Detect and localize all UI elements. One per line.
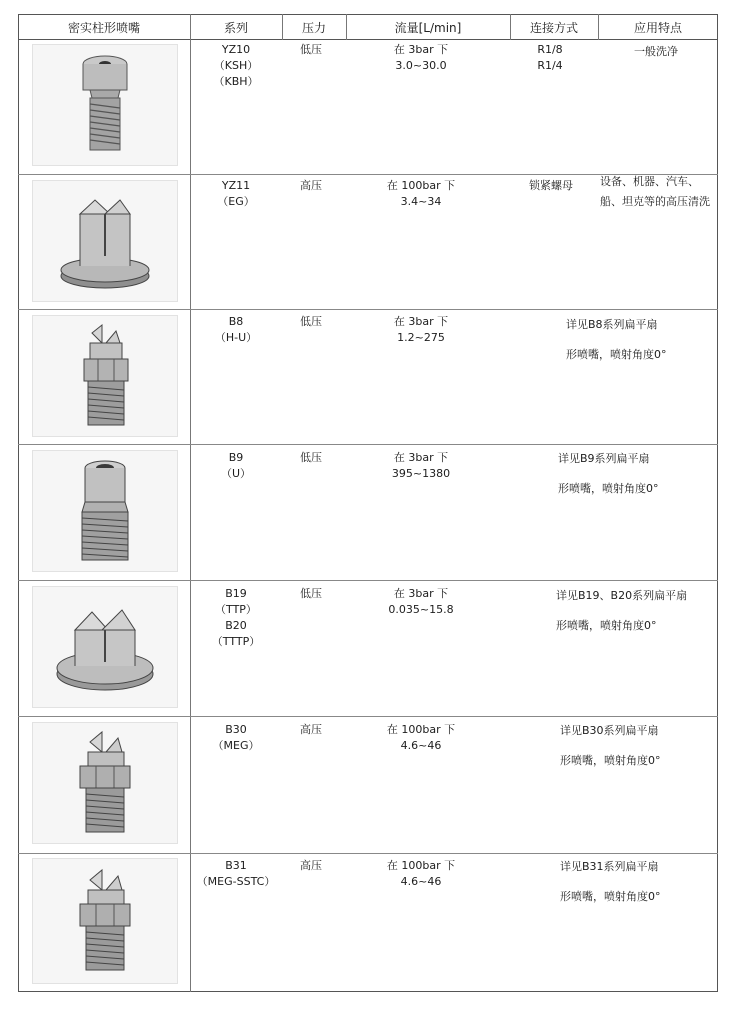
feature-text: 详见B8系列扁平扇 [566,318,658,331]
series-text: B9 [228,451,244,464]
feature-text: 形喷嘴，喷射角度0° [556,619,657,632]
series-text: （H-U） [214,331,258,344]
pressure-cell: 高压 [300,859,322,872]
series-text: （MEG-SSTC） [196,875,276,888]
series-text: YZ11 [221,179,251,192]
feature-cell [560,716,714,776]
series-cell [200,42,272,90]
series-text: （KBH） [213,75,259,88]
flow-text: 0.035~15.8 [388,603,454,616]
feature-text: 形喷嘴，喷射角度0° [566,348,667,361]
series-cell [200,450,272,482]
flow-cell [366,586,476,618]
flow-cell [366,450,476,482]
nozzle-image [32,586,178,708]
feature-text: 设备、机器、汽车、 [600,175,699,188]
series-cell [200,314,272,346]
connection-text: R1/4 [537,59,563,72]
feature-text: 形喷嘴，喷射角度0° [558,482,659,495]
series-cell [200,586,272,650]
connection-cell [520,178,582,194]
connection-cell [514,42,586,74]
header-connection: 连接方式 [529,20,578,35]
nozzle-image [32,180,178,302]
series-text: B20 [225,619,247,632]
flow-text: 4.6~46 [400,739,442,752]
flow-text: 在 100bar 下 [386,179,456,192]
feature-text: 船、坦克等的高压清洗 [600,195,710,208]
feature-text: 形喷嘴，喷射角度0° [560,754,661,767]
pressure-cell: 低压 [300,451,322,464]
flow-text: 在 3bar 下 [393,587,449,600]
hex-threaded-nozzle-icon [50,866,160,976]
flow-text: 在 100bar 下 [386,859,456,872]
pressure-cell: 低压 [300,315,322,328]
header-series: 系列 [223,20,248,35]
nozzle-image [32,315,178,437]
nozzle-image [32,44,178,166]
hex-slotted-nozzle-icon [50,321,160,431]
series-text: B30 [225,723,247,736]
col-divider [510,14,511,40]
feature-text: 详见B30系列扁平扇 [560,724,659,737]
feature-text: 详见B19、B20系列扁平扇 [556,589,688,602]
feature-text: 形喷嘴，喷射角度0° [560,890,661,903]
flow-text: 1.2~275 [397,331,445,344]
feature-text: 详见B9系列扁平扇 [558,452,650,465]
series-text: B31 [225,859,247,872]
nozzle-image [32,858,178,984]
series-text: （TTP） [215,603,257,616]
header-pressure: 压力 [301,20,326,35]
series-text: YZ10 [221,43,251,56]
flow-cell [366,314,476,346]
flanged-slotted-nozzle-icon [50,186,160,296]
feature-text: 详见B31系列扁平扇 [560,860,659,873]
header-product: 密实柱形喷嘴 [67,20,140,35]
series-text: （U） [220,467,252,480]
series-cell [200,178,272,210]
flow-cell [366,722,476,754]
flanged-tip-nozzle-icon [50,592,160,702]
series-text: （KSH） [213,59,259,72]
feature-cell [566,310,716,370]
pressure-cell: 低压 [300,43,322,56]
nozzle-image [32,450,178,572]
tall-slotted-nozzle-icon [50,456,160,566]
flow-text: 在 100bar 下 [386,723,456,736]
series-text: （EG） [217,195,255,208]
series-cell [200,722,272,754]
hex-threaded-nozzle-icon [50,728,160,838]
col-divider [190,14,191,992]
feature-cell [634,44,678,60]
flow-text: 3.0~30.0 [395,59,447,72]
flow-cell [366,858,476,890]
pressure-cell: 低压 [300,587,322,600]
header-feature: 应用特点 [633,20,682,35]
feature-text: 一般洗净 [634,45,678,58]
feature-cell [560,852,714,912]
series-text: （MEG） [212,739,260,752]
connection-text: R1/8 [537,43,563,56]
series-text: （TTTP） [211,635,261,648]
flow-text: 在 3bar 下 [393,451,449,464]
flow-cell [366,42,476,74]
pressure-cell: 高压 [300,179,322,192]
connection-text: 锁紧螺母 [529,179,573,192]
feature-cell [556,581,716,641]
pressure-cell: 高压 [300,723,322,736]
threaded-nozzle-icon [50,50,160,160]
flow-cell [366,178,476,210]
flow-text: 在 3bar 下 [393,43,449,56]
col-divider [598,14,599,40]
flow-text: 3.4~34 [400,195,442,208]
col-divider [282,14,283,40]
flow-text: 在 3bar 下 [393,315,449,328]
header-flow: 流量[L/min] [394,20,462,35]
series-cell [192,858,280,890]
series-text: B8 [228,315,244,328]
nozzle-image [32,722,178,844]
series-text: B19 [225,587,247,600]
feature-cell [558,444,714,504]
flow-text: 4.6~46 [400,875,442,888]
header-divider [18,39,718,40]
col-divider [346,14,347,40]
flow-text: 395~1380 [391,467,451,480]
feature-cell [600,172,718,212]
